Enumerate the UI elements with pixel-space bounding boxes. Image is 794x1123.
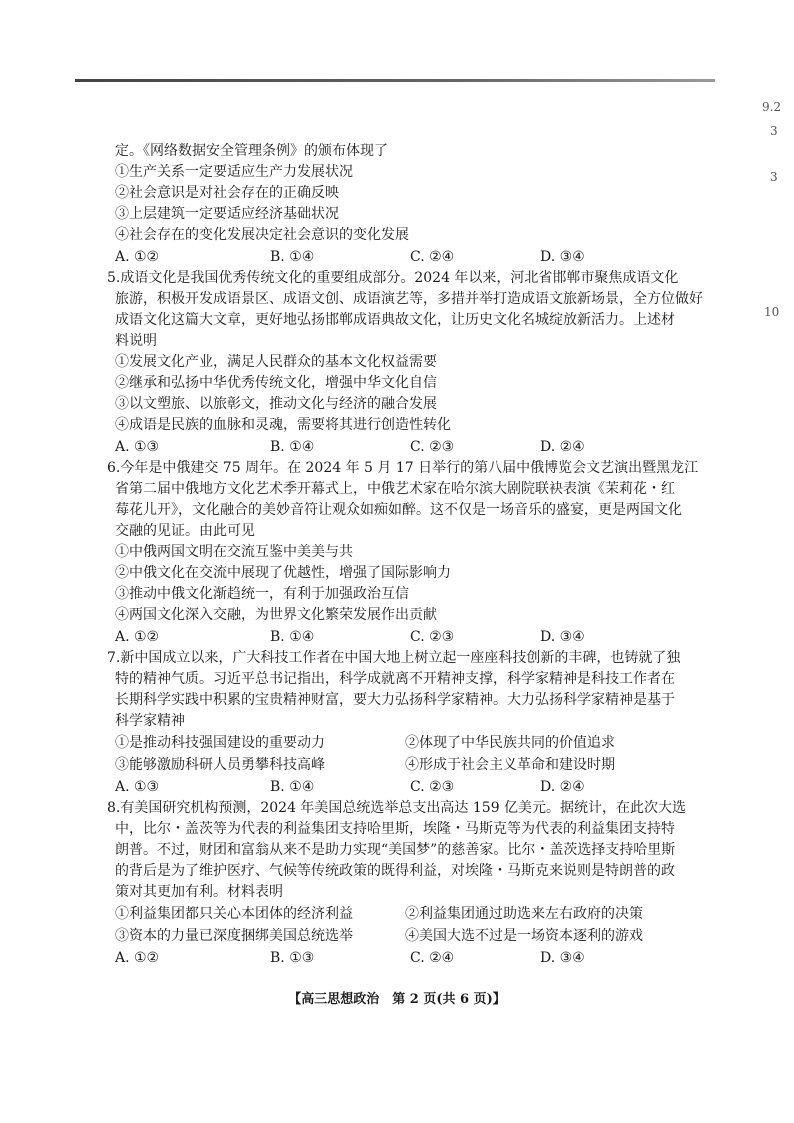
question-stem: 省第二届中俄地方文化艺术季开幕式上，中俄艺术家在哈尔滨大剧院联袂表演《茉莉花・红 <box>115 481 675 497</box>
question-stem: 成语文化这篇大文章，更好地弘扬邯郸成语典故文化，让历史文化名城绽放新活力。上述材 <box>115 312 675 328</box>
choice-item: ①中俄两国文明在交流互鉴中美美与共 <box>115 544 353 560</box>
choice-item: ③上层建筑一定要适应经济基础状况 <box>115 206 339 222</box>
option-a: A. ①③ <box>115 439 160 455</box>
option-c: C. ②③ <box>410 629 455 645</box>
question-5 <box>107 268 703 458</box>
choice-row <box>115 732 695 754</box>
choice-item: ③以文塑旅、以旅彰文，推动文化与经济的融合发展 <box>115 396 437 412</box>
option-c: C. ②③ <box>410 779 455 795</box>
choice-item: ①发展文化产业，满足人民群众的基本文化权益需要 <box>115 354 437 370</box>
option-b: B. ①④ <box>270 439 315 455</box>
question-stem: 中，比尔・盖茨等为代表的利益集团支持哈里斯，埃隆・马斯克等为代表的利益集团支持特 <box>115 821 675 837</box>
answer-options <box>115 436 695 458</box>
option-a: A. ①② <box>115 629 160 645</box>
option-a: A. ①② <box>115 249 160 265</box>
scan-edge-line <box>75 79 715 82</box>
choice-item: ②社会意识是对社会存在的正确反映 <box>115 185 339 201</box>
choice-item: ③推动中俄文化渐趋统一，有利于加强政治互信 <box>115 586 409 602</box>
question-stem: 8.有美国研究机构预测，2024 年美国总统选举总支出高达 159 亿美元。据统计，在此次大选 <box>107 800 687 816</box>
option-d: D. ③④ <box>540 950 585 966</box>
option-a: A. ①② <box>115 950 160 966</box>
question-stem: 策对其更加有利。材料表明 <box>115 884 283 900</box>
option-c: C. ②④ <box>410 950 455 966</box>
choice-item: ③资本的力量已深度捆绑美国总统选举 <box>115 928 353 944</box>
choice-item: ②继承和弘扬中华优秀传统文化，增强中华文化自信 <box>115 375 437 391</box>
choice-row <box>115 754 695 776</box>
option-c: C. ②③ <box>410 439 455 455</box>
choice-row <box>115 925 695 947</box>
page-content <box>107 141 703 969</box>
option-d: D. ③④ <box>540 629 585 645</box>
question-stem: 科学家精神 <box>115 713 185 729</box>
margin-fragment: 9.2 <box>762 100 782 114</box>
choice-item: ①利益集团都只关心本团体的经济利益 <box>115 906 353 922</box>
question-8 <box>107 798 695 969</box>
question-stem: 定。《网络数据安全管理条例》的颁布体现了 <box>115 143 388 159</box>
choice-item: ④形成于社会主义革命和建设时期 <box>405 757 615 773</box>
answer-options <box>115 246 695 268</box>
margin-fragment: 3 <box>770 170 778 184</box>
option-b: B. ①④ <box>270 779 315 795</box>
question-stem: 料说明 <box>115 333 157 349</box>
margin-fragment: 10 <box>764 305 780 319</box>
page-footer: 【高三思想政治 第 2 页(共 6 页)】 <box>288 992 506 1007</box>
option-d: D. ②④ <box>540 779 585 795</box>
question-4-tail <box>115 141 695 268</box>
question-stem: 长期科学实践中积累的宝贵精神财富，要大力弘扬科学家精神。大力弘扬科学家精神是基于 <box>115 692 675 708</box>
choice-item: ④两国文化深入交融，为世界文化繁荣发展作出贡献 <box>115 607 437 623</box>
choice-row <box>115 903 695 925</box>
choice-item: ④社会存在的变化发展决定社会意识的变化发展 <box>115 227 409 243</box>
question-stem: 7.新中国成立以来，广大科技工作者在中国大地上树立起一座座科技创新的丰碑，也铸就了独 <box>107 650 681 666</box>
question-stem: 特的精神气质。习近平总书记指出，科学成就离不开精神支撑，科学家精神是科技工作者在 <box>115 671 675 687</box>
option-b: B. ①④ <box>270 249 315 265</box>
option-c: C. ②④ <box>410 249 455 265</box>
answer-options <box>115 626 695 648</box>
question-stem: 朗普。不过，财团和富翁从来不是助力实现“美国梦”的慈善家。比尔・盖茨选择支持哈里斯 <box>115 842 676 858</box>
question-stem: 6.今年是中俄建交 75 周年。在 2024 年 5 月 17 日举行的第八届中俄博览会文艺演出暨黑龙江 <box>107 460 699 476</box>
choice-item: ④美国大选不过是一场资本逐利的游戏 <box>405 928 643 944</box>
option-d: D. ②④ <box>540 439 585 455</box>
question-7 <box>107 648 695 798</box>
choice-item: ②中俄文化在交流中展现了优越性，增强了国际影响力 <box>115 565 451 581</box>
option-b: B. ①③ <box>270 950 315 966</box>
choice-item: ②利益集团通过助选来左右政府的决策 <box>405 906 643 922</box>
choice-item: ④成语是民族的血脉和灵魂，需要将其进行创造性转化 <box>115 417 451 433</box>
question-stem: 5.成语文化是我国优秀传统文化的重要组成部分。2024 年以来，河北省邯郸市聚焦成语文化 <box>107 270 679 286</box>
option-a: A. ①③ <box>115 779 160 795</box>
choice-item: ③能够激励科研人员勇攀科技高峰 <box>115 757 325 773</box>
option-b: B. ①④ <box>270 629 315 645</box>
option-d: D. ③④ <box>540 249 585 265</box>
question-6 <box>107 458 699 648</box>
margin-fragment: 3 <box>770 124 778 138</box>
answer-options <box>115 776 695 798</box>
question-stem: 莓花儿开》，文化融合的美妙音符让观众如痴如醉。这不仅是一场音乐的盛宴，更是两国文化 <box>115 502 682 518</box>
choice-item: ①生产关系一定要适应生产力发展状况 <box>115 164 353 180</box>
question-stem: 交融的见证。由此可见 <box>115 523 255 539</box>
question-stem: 的背后是为了维护医疗、气候等传统政策的既得利益，对埃隆・马斯克来说则是特朗普的政 <box>115 863 675 879</box>
choice-item: ②体现了中华民族共同的价值追求 <box>405 735 615 751</box>
answer-options <box>115 947 695 969</box>
choice-item: ①是推动科技强国建设的重要动力 <box>115 735 325 751</box>
question-stem: 旅游，积极开发成语景区、成语文创、成语演艺等，多措并举打造成语文旅新场景，全方位做好 <box>115 291 703 307</box>
